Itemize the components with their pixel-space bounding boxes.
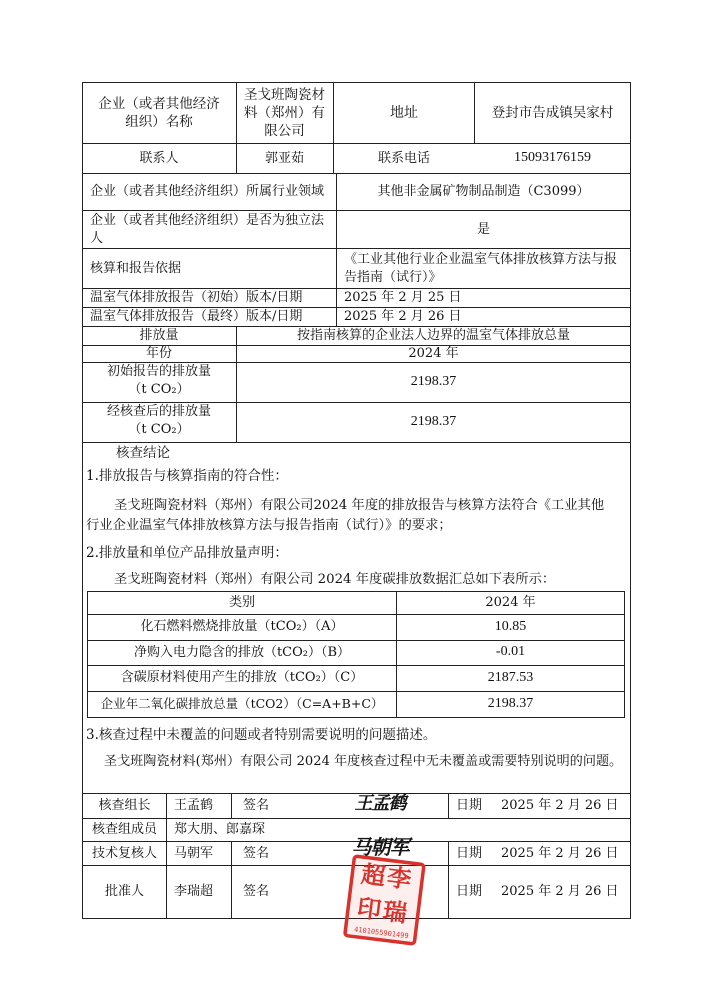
approver-label: 批准人	[104, 884, 144, 900]
summary-row-value: 2187.53	[487, 669, 534, 685]
initial-emissions-value: 2198.37	[410, 373, 457, 389]
summary-col-year: 2024 年	[485, 595, 536, 611]
reviewer-date-label: 日期	[456, 845, 483, 861]
final-report-date: 2025 年 2 月 26 日	[344, 308, 462, 324]
summary-row-value: 10.85	[494, 618, 527, 634]
section1-title: 1.排放报告与核算指南的符合性：	[86, 468, 288, 484]
address-value: 登封市告成镇吴家村	[491, 104, 614, 121]
section1-line2: 行业企业温室气体排放核算方法与报告指南（试行）》的要求；	[86, 518, 452, 533]
members-names: 郑大朋、郎嘉琛	[174, 821, 266, 837]
initial-emissions-label: 初始报告的排放量 （t CO₂）	[106, 364, 211, 398]
basis-label: 核算和报告依据	[90, 260, 182, 276]
verified-emissions-label: 经核查后的排放量 （t CO₂）	[106, 404, 211, 438]
leader-signature: 王孟鹤	[354, 792, 406, 814]
summary-col-category: 类别	[228, 595, 255, 611]
section2-intro: 圣戈班陶瓷材料（郑州）有限公司 2024 年度碳排放数据汇总如下表所示：	[114, 572, 556, 587]
reviewer-date: 2025 年 2 月 26 日	[501, 845, 619, 861]
address-label: 地址	[390, 104, 418, 121]
seal-text-bottom: 印瑞	[355, 892, 411, 929]
year-label: 年份	[145, 345, 172, 361]
company-name-label: 企业（或者其他经济组织）名称	[98, 95, 220, 130]
leader-date: 2025 年 2 月 26 日	[501, 798, 619, 814]
summary-row-label: 化石燃料燃烧排放量（tCO₂）（A）	[140, 619, 344, 635]
section3-text: 圣戈班陶瓷材料(郑州）有限公司 2024 年度核查过程中无未覆盖或需要特别说明的问题。	[104, 754, 623, 769]
legal-person-label: 企业（或者其他经济组织）是否为独立法人	[90, 212, 325, 246]
final-report-label: 温室气体排放报告（最终）版本/日期	[90, 308, 303, 324]
reviewer-signature: 马朝军	[351, 834, 409, 859]
section2-title: 2.排放量和单位产品排放量声明：	[86, 545, 288, 561]
seal-text-top: 超李	[359, 859, 415, 895]
leader-sign-label: 签名	[243, 798, 270, 814]
summary-row-label: 净购入电力隐含的排放（tCO₂）（B）	[133, 644, 351, 660]
initial-report-date: 2025 年 2 月 25 日	[344, 289, 462, 305]
emissions-description: 按指南核算的企业法人边界的温室气体排放总量	[296, 327, 570, 343]
approver-date-label: 日期	[456, 884, 483, 900]
legal-person-value: 是	[476, 221, 490, 237]
section3-title: 3.核查过程中未覆盖的问题或者特别需要说明的问题描述。	[86, 727, 437, 743]
basis-value: 《工业其他行业企业温室气体排放核算方法与报告指南（试行）》	[344, 251, 618, 285]
emissions-label: 排放量	[139, 327, 179, 343]
summary-row-value: -0.01	[495, 644, 526, 660]
section1-line1: 圣戈班陶瓷材料（郑州）有限公司2024 年度的排放报告与核算方法符合《工业其他	[114, 498, 605, 513]
contact-value: 郭亚茹	[264, 150, 304, 166]
phone-label: 联系电话	[377, 150, 430, 166]
reviewer-sign-label: 签名	[243, 845, 270, 861]
approver-sign-label: 签名	[243, 884, 270, 900]
approver-name: 李瑞超	[174, 884, 214, 900]
leader-date-label: 日期	[456, 798, 483, 814]
reviewer-name: 马朝军	[174, 845, 214, 861]
conclusion-title: 核查结论	[116, 445, 170, 461]
leader-name: 王孟鹤	[174, 798, 214, 814]
summary-row-label: 含碳原材料使用产生的排放（tCO₂）（C）	[120, 670, 364, 686]
phone-value: 15093176159	[514, 150, 591, 166]
verified-emissions-value: 2198.37	[410, 413, 457, 429]
members-label: 核查组成员	[91, 821, 157, 837]
initial-report-label: 温室气体排放报告（初始）版本/日期	[90, 289, 303, 305]
summary-row-value: 2198.37	[487, 696, 534, 712]
company-name: 圣戈班陶瓷材料（郑州）有限公司	[244, 86, 325, 140]
contact-label: 联系人	[139, 150, 179, 166]
approver-date: 2025 年 2 月 26 日	[501, 884, 619, 900]
approver-seal	[341, 853, 428, 954]
industry-value: 其他非金属矿物制品制造（C3099）	[377, 184, 590, 200]
reviewer-label: 技术复核人	[91, 845, 157, 861]
industry-label: 企业（或者其他经济组织）所属行业领域	[90, 184, 325, 200]
seal-number: 4101055901499	[353, 925, 410, 941]
leader-label: 核查组长	[98, 798, 151, 814]
summary-row-label: 企业年二氧化碳排放总量（tCO2）（C=A+B+C）	[100, 696, 384, 712]
year-value: 2024 年	[408, 345, 459, 361]
